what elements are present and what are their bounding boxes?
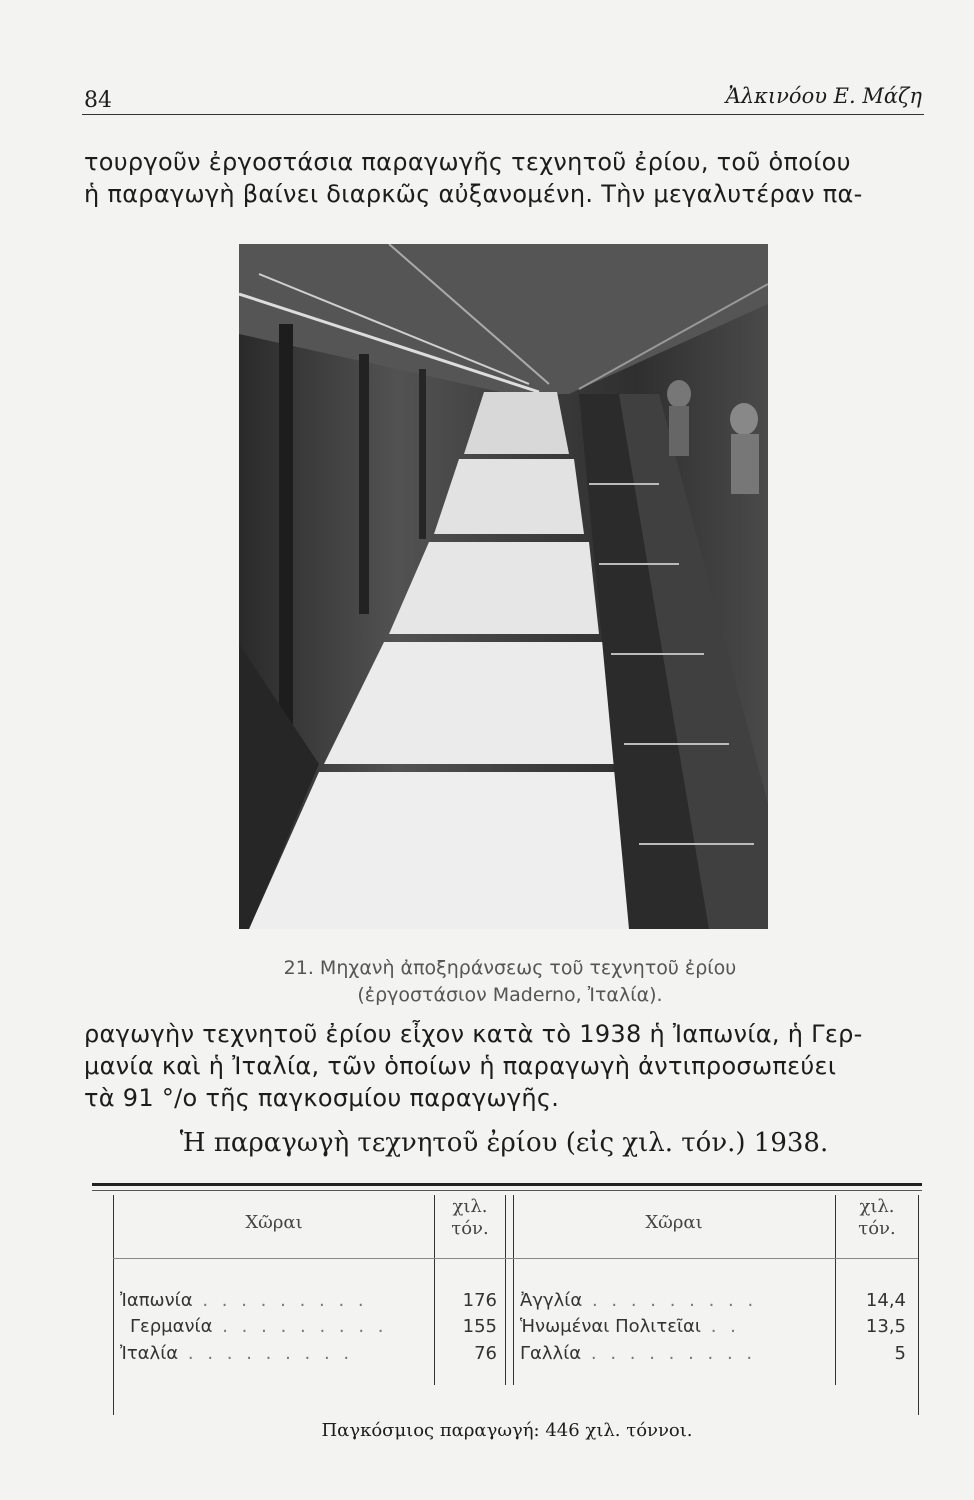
table-row (120, 1343, 430, 1364)
col-value-header-left-line-1: χιλ. (452, 1196, 488, 1217)
table-row (520, 1343, 830, 1364)
world-total: Παγκόσμιος παραγωγή: 446 χιλ. τόννοι. (321, 1420, 693, 1441)
leader-dots: . . . . . . . . . (582, 1290, 758, 1311)
page-number: 84 (84, 88, 112, 113)
production-value: 76 (474, 1343, 497, 1364)
country-name: Ἰαπωνία (120, 1290, 193, 1311)
paragraph-1 (84, 146, 930, 210)
paragraph-1-line-1: τουργοῦν ἐργοστάσια παραγωγῆς τεχνητοῦ ἐρίου, τοῦ ὁποίου (84, 148, 851, 176)
paragraph-1-line-2: ἡ παραγωγὴ βαίνει διαρκῶς αὐξανομένη. Τὴν μεγαλυτέραν πα- (84, 180, 863, 208)
paragraph-2-line-2: μανία καὶ ἡ Ἰταλία, τῶν ὁποίων ἡ παραγωγὴ ἀντιπροσωπεύει (84, 1052, 837, 1080)
col-value-header-left (435, 1196, 505, 1240)
figure-caption (200, 955, 820, 1009)
figure-caption-line-2: (ἐργοστάσιον Maderno, Ἰταλία). (357, 984, 663, 1006)
factory-photo (239, 244, 768, 929)
leader-dots: . . (700, 1316, 740, 1337)
leader-dots: . . . . . . . . . (581, 1343, 757, 1364)
country-name: Ἡνωμέναι Πολιτεῖαι (520, 1316, 701, 1337)
production-value: 13,5 (865, 1316, 906, 1337)
header-rule (82, 114, 924, 115)
table-row (520, 1290, 830, 1311)
figure-caption-line-1: 21. Μηχανὴ ἀποξηράνσεως τοῦ τεχνητοῦ ἐρίου (283, 957, 737, 979)
running-title: Ἀλκινόου Ε. Μάζη (725, 84, 922, 108)
leader-dots: . . . . . . . . . (178, 1343, 354, 1364)
table-row (520, 1316, 830, 1337)
factory-photo-drawing (239, 244, 768, 929)
leader-dots: . . . . . . . . . (212, 1316, 388, 1337)
table-divider-2 (505, 1195, 506, 1385)
table-row (130, 1316, 430, 1337)
country-name: Ἰταλία (120, 1343, 179, 1364)
table-top-rule-thin (92, 1190, 922, 1191)
col-value-header-left-line-2: τόν. (451, 1218, 489, 1239)
paragraph-2 (84, 1018, 930, 1114)
col-value-header-right (836, 1196, 918, 1240)
paragraph-2-line-3: τὰ 91 °/o τῆς παγκοσμίου παραγωγῆς. (84, 1084, 560, 1112)
paragraph-2-line-1: ραγωγὴν τεχνητοῦ ἐρίου εἶχον κατὰ τὸ 1938 ἡ Ἰαπωνία, ἡ Γερ- (84, 1020, 863, 1048)
table-right-border (918, 1195, 919, 1415)
table-title: Ἡ παραγωγὴ τεχνητοῦ ἐρίου (εἰς χιλ. τόν.) 1938. (179, 1128, 829, 1158)
table-header-rule (113, 1258, 918, 1259)
table-row (120, 1290, 430, 1311)
production-value: 176 (462, 1290, 497, 1311)
country-name: Γερμανία (130, 1316, 213, 1337)
production-value: 155 (462, 1316, 497, 1337)
leader-dots: . . . . . . . . . (192, 1290, 368, 1311)
production-value: 5 (894, 1343, 906, 1364)
country-name: Γαλλία (520, 1343, 582, 1364)
country-name: Ἀγγλία (520, 1290, 583, 1311)
production-value: 14,4 (865, 1290, 906, 1311)
col-country-header-right: Χῶραι (645, 1212, 703, 1233)
table-top-rule (92, 1183, 922, 1186)
col-value-header-right-line-1: χιλ. (859, 1196, 895, 1217)
col-country-header-left: Χῶραι (245, 1212, 303, 1233)
col-value-header-right-line-2: τόν. (858, 1218, 896, 1239)
